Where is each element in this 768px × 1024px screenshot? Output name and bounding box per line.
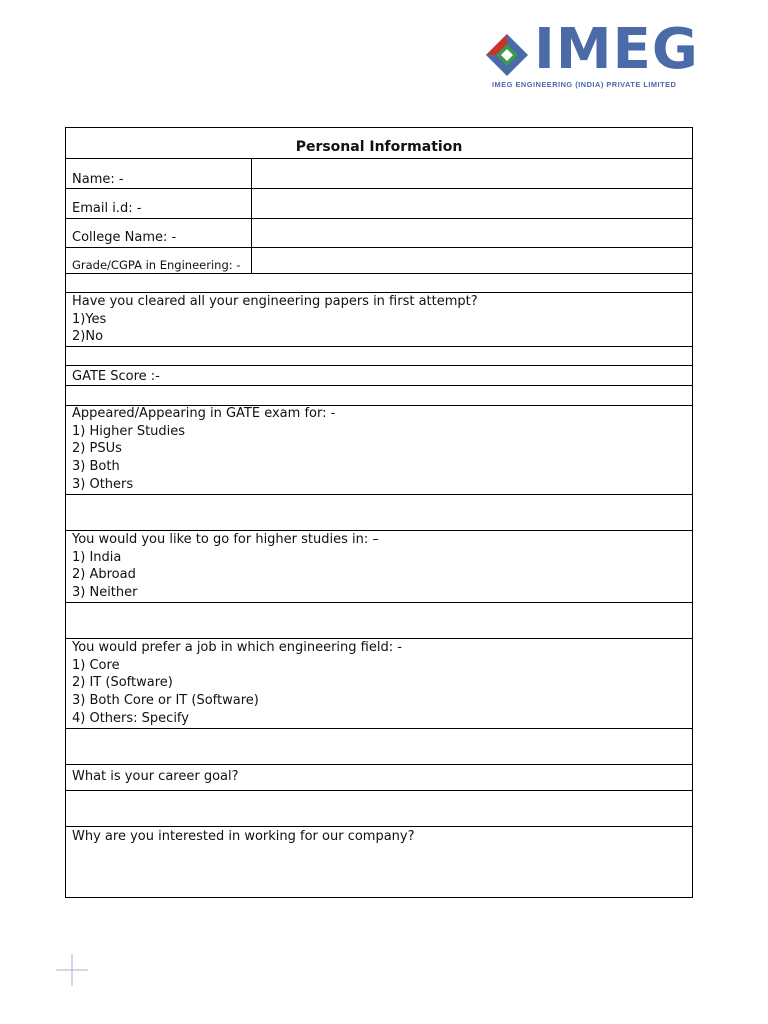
spacer-row [66, 274, 692, 293]
career-goal-answer-row[interactable] [66, 791, 692, 827]
job-option-it[interactable]: 2) IT (Software) [72, 675, 173, 691]
job-field-row [66, 639, 692, 729]
job-option-both[interactable]: 3) Both Core or IT (Software) [72, 693, 259, 709]
grade-field[interactable] [252, 248, 692, 273]
logo-wordmark: IMEG [534, 17, 699, 82]
job-field-answer-row[interactable] [66, 729, 692, 765]
gate-purpose-answer-row[interactable] [66, 495, 692, 531]
higher-studies-row [66, 531, 692, 603]
grade-row [66, 248, 692, 274]
gate-option-both[interactable]: 3) Both [72, 459, 120, 475]
college-row [66, 219, 692, 248]
email-row [66, 189, 692, 219]
papers-question: Have you cleared all your engineering papers in first attempt? [72, 294, 478, 309]
company-logo [484, 17, 699, 90]
gate-score-row [66, 366, 692, 386]
job-field-question: You would prefer a job in which engineering field: - [72, 640, 402, 655]
company-interest-question: Why are you interested in working for our company? [72, 829, 415, 844]
form-title-row [66, 128, 692, 159]
email-field[interactable] [252, 189, 692, 218]
gate-option-others[interactable]: 3) Others [72, 476, 134, 492]
name-field[interactable] [252, 159, 692, 188]
higher-option-neither[interactable]: 3) Neither [72, 585, 138, 601]
job-option-core[interactable]: 1) Core [72, 657, 120, 673]
college-field[interactable] [252, 219, 692, 247]
crosshair-icon [56, 954, 88, 986]
logo-tagline: IMEG ENGINEERING (INDIA) PRIVATE LIMITED [492, 80, 677, 89]
gate-purpose-row [66, 406, 692, 495]
career-goal-question: What is your career goal? [72, 769, 239, 784]
higher-option-india[interactable]: 1) India [72, 549, 122, 565]
email-label: Email i.d: - [72, 201, 142, 216]
gate-option-psus[interactable]: 2) PSUs [72, 441, 122, 457]
college-label: College Name: - [72, 230, 177, 245]
higher-option-abroad[interactable]: 2) Abroad [72, 567, 136, 583]
personal-information-form [65, 127, 693, 898]
career-goal-row [66, 765, 692, 791]
spacer-row [66, 347, 692, 366]
imeg-diamond-icon [484, 32, 530, 78]
higher-studies-answer-row[interactable] [66, 603, 692, 639]
form-title: Personal Information [295, 139, 463, 155]
papers-question-row [66, 293, 692, 347]
gate-score-label: GATE Score :- [72, 369, 160, 384]
higher-studies-question: You would you like to go for higher studies in: – [72, 532, 379, 547]
grade-label: Grade/CGPA in Engineering: - [72, 258, 241, 272]
name-row [66, 159, 692, 189]
gate-score-answer-row[interactable] [66, 386, 692, 406]
gate-option-higher-studies[interactable]: 1) Higher Studies [72, 423, 186, 439]
company-interest-row[interactable] [66, 827, 692, 897]
name-label: Name: - [72, 172, 124, 187]
job-option-others[interactable]: 4) Others: Specify [72, 710, 189, 726]
papers-option-no[interactable]: 2)No [72, 329, 104, 345]
papers-option-yes[interactable]: 1)Yes [72, 311, 107, 327]
gate-purpose-question: Appeared/Appearing in GATE exam for: - [72, 406, 336, 421]
